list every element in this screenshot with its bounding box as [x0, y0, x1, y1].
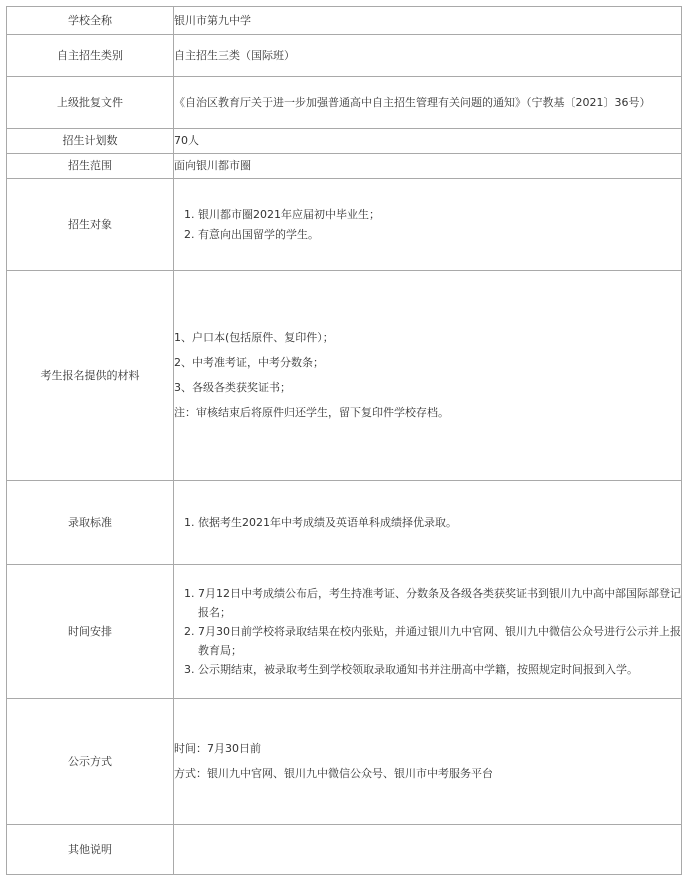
row-value-approval-document: 《自治区教育厅关于进一步加强普通高中自主招生管理有关问题的通知》（宁教基〔2021〕36号） [174, 77, 682, 129]
row-value-materials [174, 271, 682, 481]
row-label-schedule: 时间安排 [7, 565, 174, 699]
row-label-other-notes: 其他说明 [7, 825, 174, 875]
row-value-schedule [174, 565, 682, 699]
schedule-list [174, 584, 681, 679]
row-label-target: 招生对象 [7, 179, 174, 271]
materials-note: 注：审核结束后将原件归还学生，留下复印件学校存档。 [174, 406, 449, 419]
row-label-school-name: 学校全称 [7, 7, 174, 35]
row-label-scope: 招生范围 [7, 154, 174, 179]
row-label-plan-count: 招生计划数 [7, 129, 174, 154]
table-row [7, 7, 682, 35]
table-row [7, 271, 682, 481]
row-label-materials: 考生报名提供的材料 [7, 271, 174, 481]
table-row [7, 129, 682, 154]
table-row [7, 154, 682, 179]
row-value-publicity [174, 699, 682, 825]
admission-standard-list [174, 515, 681, 531]
table-row [7, 35, 682, 77]
row-value-plan-count: 70人 [174, 129, 682, 154]
table-row [7, 699, 682, 825]
table-row [7, 481, 682, 565]
list-item: 2. 有意向出国留学的学生。 [198, 225, 681, 245]
row-value-admission-standard [174, 481, 682, 565]
publicity-channels: 方式：银川九中官网、银川九中微信公众号、银川市中考服务平台 [174, 767, 493, 780]
materials-line: 2、中考准考证，中考分数条； [174, 356, 324, 369]
row-value-category: 自主招生三类（国际班） [174, 35, 682, 77]
table-row [7, 565, 682, 699]
row-label-approval-document: 上级批复文件 [7, 77, 174, 129]
row-value-other-notes [174, 825, 682, 875]
list-item: 1. 银川都市圈2021年应届初中毕业生； [198, 205, 681, 225]
row-value-target [174, 179, 682, 271]
list-item: 1. 7月12日中考成绩公布后，考生持准考证、分数条及各级各类获奖证书到银川九中高中部国际部登记报名； [198, 584, 681, 622]
row-label-category: 自主招生类别 [7, 35, 174, 77]
table-row [7, 77, 682, 129]
materials-line: 3、各级各类获奖证书； [174, 381, 291, 394]
table-row [7, 825, 682, 875]
row-label-publicity: 公示方式 [7, 699, 174, 825]
target-list [174, 205, 681, 245]
list-item: 2. 7月30日前学校将录取结果在校内张贴，并通过银川九中官网、银川九中微信公众号进行公示并上报教育局； [198, 622, 681, 660]
table-row [7, 179, 682, 271]
row-value-school-name: 银川市第九中学 [174, 7, 682, 35]
row-value-scope: 面向银川都市圈 [174, 154, 682, 179]
admission-info-table [6, 6, 682, 875]
list-item: 3. 公示期结束，被录取考生到学校领取录取通知书并注册高中学籍，按照规定时间报到入学。 [198, 660, 681, 679]
list-item: 1. 依据考生2021年中考成绩及英语单科成绩择优录取。 [198, 515, 681, 531]
publicity-time: 时间：7月30日前 [174, 742, 261, 755]
row-label-admission-standard: 录取标准 [7, 481, 174, 565]
materials-line: 1、户口本(包括原件、复印件）； [174, 331, 334, 344]
